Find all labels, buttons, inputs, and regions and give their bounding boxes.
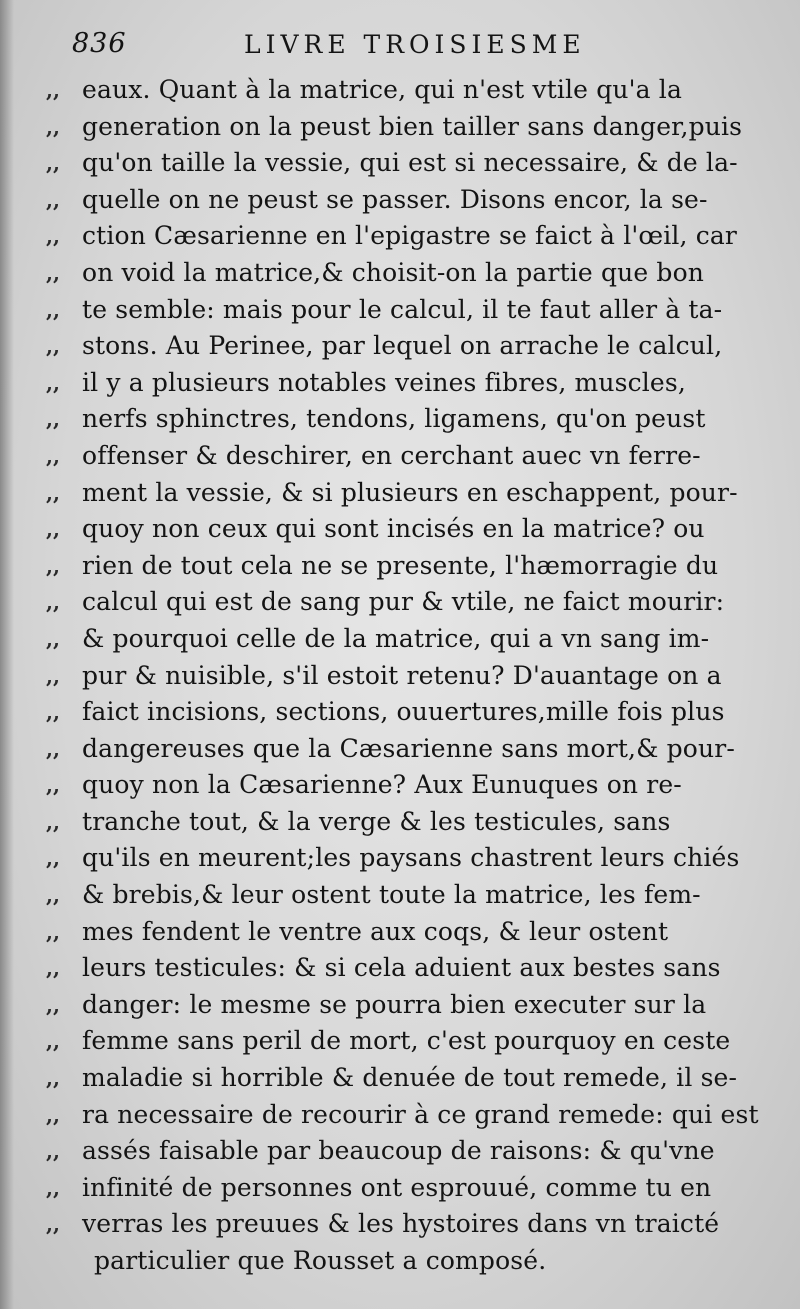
line-text: rien de tout cela ne se presente, l'hæmorragie du xyxy=(82,550,719,580)
text-line xyxy=(34,218,774,255)
text-line xyxy=(34,475,774,512)
line-text: dangereuses que la Cæsarienne sans mort,& pour- xyxy=(82,733,735,763)
text-line xyxy=(34,804,774,841)
text-line xyxy=(34,1097,774,1134)
line-text: quoy non ceux qui sont incisés en la matrice? ou xyxy=(82,514,705,544)
text-line xyxy=(34,109,774,146)
page-number: 836 xyxy=(72,28,127,59)
line-text: danger: le mesme se pourra bien executer sur la xyxy=(82,989,707,1019)
text-line xyxy=(34,987,774,1024)
line-text: offenser & deschirer, en cerchant auec vn ferre- xyxy=(82,440,701,470)
line-text: faict incisions, sections, ouuertures,mille fois plus xyxy=(82,697,725,727)
line-text: verras les preuues & les hystoires dans vn traicté xyxy=(82,1209,720,1239)
quotation-marker: ,, xyxy=(46,992,60,1017)
line-text: tranche tout, & la verge & les testicules, sans xyxy=(82,806,671,836)
line-text: eaux. Quant à la matrice, qui n'est vtile qu'a la xyxy=(82,75,683,104)
quotation-marker: ,, xyxy=(46,297,60,322)
line-text: & brebis,& leur ostent toute la matrice, les fem- xyxy=(82,880,701,910)
quotation-marker: ,, xyxy=(46,480,60,505)
text-line xyxy=(34,182,774,219)
text-line xyxy=(34,877,774,914)
line-text: qu'on taille la vessie, qui est si necessaire, & de la- xyxy=(82,148,738,178)
text-line xyxy=(34,950,774,987)
line-text: mes fendent le ventre aux coqs, & leur ostent xyxy=(82,916,669,946)
text-line xyxy=(34,694,774,731)
quotation-marker: ,, xyxy=(46,700,60,725)
quotation-marker: ,, xyxy=(46,919,60,944)
quotation-marker: ,, xyxy=(46,1029,60,1054)
text-line xyxy=(34,1133,774,1170)
text-line xyxy=(34,1023,774,1060)
quotation-marker: ,, xyxy=(46,1175,60,1200)
quotation-marker: ,, xyxy=(46,736,60,761)
line-text: qu'ils en meurent;les paysans chastrent leurs chiés xyxy=(82,843,740,873)
text-line xyxy=(34,255,774,292)
quotation-marker: ,, xyxy=(46,883,60,908)
quotation-marker: ,, xyxy=(46,663,60,688)
text-line xyxy=(34,292,774,329)
text-line xyxy=(34,145,774,182)
text-line xyxy=(34,401,774,438)
line-text: pur & nuisible, s'il estoit retenu? D'auantage on a xyxy=(82,660,722,690)
quotation-marker: ,, xyxy=(46,78,60,102)
line-text: ction Cæsarienne en l'epigastre se faict à l'œil, car xyxy=(82,221,738,251)
quotation-marker: ,, xyxy=(46,846,60,871)
line-text: nerfs sphinctres, tendons, ligamens, qu'on peust xyxy=(82,404,706,434)
quotation-marker: ,, xyxy=(46,443,60,468)
running-title: LIVRE TROISIESME xyxy=(244,30,586,59)
line-text: on void la matrice,& choisit-on la partie que bon xyxy=(82,257,705,287)
quotation-marker: ,, xyxy=(46,809,60,834)
binding-gutter-shadow xyxy=(0,0,14,1309)
quotation-marker: ,, xyxy=(46,407,60,432)
quotation-marker: ,, xyxy=(46,590,60,615)
quotation-marker: ,, xyxy=(46,151,60,176)
text-line xyxy=(34,731,774,768)
quotation-marker: ,, xyxy=(46,773,60,798)
quotation-marker: ,, xyxy=(46,187,60,212)
text-line xyxy=(34,914,774,951)
line-text: ra necessaire de recourir à ce grand remede: qui est xyxy=(82,1099,759,1129)
line-text: calcul qui est de sang pur & vtile, ne faict mourir: xyxy=(82,587,725,617)
body-text xyxy=(34,72,774,1280)
line-text: ment la vessie, & si plusieurs en eschappent, pour- xyxy=(82,477,738,507)
line-text: il y a plusieurs notables veines fibres, muscles, xyxy=(82,367,686,397)
text-line xyxy=(34,584,774,621)
line-text: particulier que Rousset a composé. xyxy=(94,1246,547,1275)
text-line xyxy=(34,1206,774,1243)
line-text: generation on la peust bien tailler sans danger,puis xyxy=(82,111,743,141)
line-text: quoy non la Cæsarienne? Aux Eunuques on re- xyxy=(82,770,682,800)
text-line xyxy=(34,328,774,365)
text-line xyxy=(34,658,774,695)
quotation-marker: ,, xyxy=(46,224,60,249)
text-line xyxy=(34,365,774,402)
quotation-marker: ,, xyxy=(46,517,60,542)
text-line xyxy=(34,840,774,877)
quotation-marker: ,, xyxy=(46,260,60,285)
quotation-marker: ,, xyxy=(46,956,60,981)
text-line xyxy=(34,72,774,109)
line-text: & pourquoi celle de la matrice, qui a vn sang im- xyxy=(82,623,710,653)
quotation-marker: ,, xyxy=(46,1066,60,1091)
text-line xyxy=(34,621,774,658)
line-text: assés faisable par beaucoup de raisons: & qu'vne xyxy=(82,1136,715,1166)
text-line xyxy=(34,548,774,585)
text-line xyxy=(34,1243,774,1280)
line-text: leurs testicules: & si cela aduient aux bestes sans xyxy=(82,953,721,983)
line-text: quelle on ne peust se passer. Disons encor, la se- xyxy=(82,184,708,214)
quotation-marker: ,, xyxy=(46,1102,60,1127)
quotation-marker: ,, xyxy=(46,370,60,395)
quotation-marker: ,, xyxy=(46,114,60,139)
text-line xyxy=(34,438,774,475)
line-text: stons. Au Perinee, par lequel on arrache le calcul, xyxy=(82,331,723,361)
text-line xyxy=(34,767,774,804)
quotation-marker: ,, xyxy=(46,1212,60,1237)
page-header xyxy=(72,28,712,68)
quotation-marker: ,, xyxy=(46,553,60,578)
line-text: infinité de personnes ont esprouué, comme tu en xyxy=(82,1172,712,1202)
quotation-marker: ,, xyxy=(46,626,60,651)
text-line xyxy=(34,1060,774,1097)
line-text: femme sans peril de mort, c'est pourquoy en ceste xyxy=(82,1026,731,1056)
text-line xyxy=(34,511,774,548)
line-text: maladie si horrible & denuée de tout remede, il se- xyxy=(82,1063,738,1093)
line-text: te semble: mais pour le calcul, il te faut aller à ta- xyxy=(82,294,723,324)
quotation-marker: ,, xyxy=(46,334,60,359)
quotation-marker: ,, xyxy=(46,1139,60,1164)
text-line xyxy=(34,1170,774,1207)
